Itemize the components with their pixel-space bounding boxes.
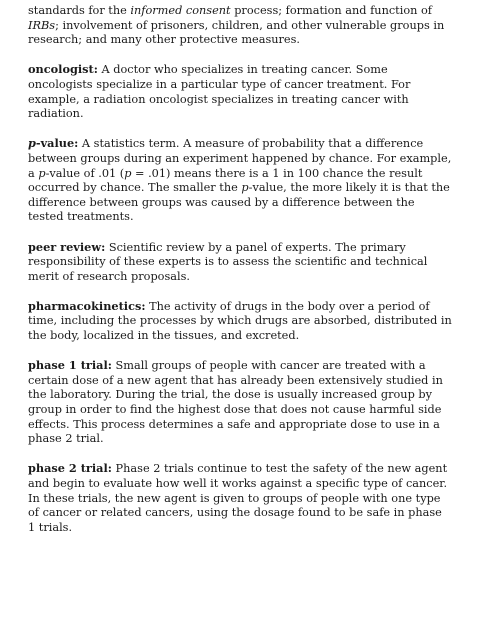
glossary-term: phase 1 trial: [28, 358, 112, 373]
glossary-term: -value: [35, 136, 79, 151]
glossary-term: pharmacokinetics: [28, 298, 146, 313]
intro-text-1: standards for the [28, 4, 131, 17]
glossary-term: oncologist: [28, 62, 98, 77]
glossary-definition-part: = .01) means there is a 1 in 100 chance the result occurred by chance. The smaller the [28, 166, 423, 195]
glossary-definition: The activity of drugs in the body over a period of time, including the processes by which drugs are absorbed, distributed in the body, localized in the tissues, and excreted. [28, 299, 452, 343]
glossary-definition: Scientific review by a panel of experts. The primary responsibility of these experts is to assess the scientific and technical merit of research proposals. [28, 240, 428, 283]
glossary-definition-part: A statistics term. A measure of probability that a difference between groups during an experiment happened by chance. For example, a [28, 137, 452, 180]
glossary-term-italic: p [28, 136, 36, 151]
glossary-definition-italic: p [241, 181, 249, 195]
intro-text-3: ; involvement of prisoners, children, and other vulnerable groups in research; and many other protective measures. [28, 18, 445, 47]
glossary-definition: A doctor who specializes in treating cancer. Some oncologists specialize in a particular type of cancer treatment. For example, a radiation oncologist specializes in treating cancer with radiation. [28, 63, 411, 121]
glossary-definition-part: -value, the more likely it is that the difference between groups was caused by a difference between the tested treatments. [28, 181, 450, 224]
intro-paragraph [28, 4, 452, 48]
glossary-term: phase 2 trial: [28, 461, 112, 476]
glossary-definition: Small groups of people with cancer are treated with a certain dose of a new agent that has already been extensively studied in the laboratory. During the trial, the dose is usually increased group by group in order to find the highest dose that does not cause harmful side effects. This process determines a safe and appropriate dose to use in a phase 2 trial. [28, 359, 443, 446]
glossary-definition-italic: p [124, 166, 132, 180]
glossary-entry-peer-review [28, 240, 452, 285]
glossary-definition-part: -value of .01 ( [45, 166, 125, 180]
glossary-entry-phase-1-trial [28, 358, 452, 447]
glossary-definition: Phase 2 trials continue to test the safety of the new agent and begin to evaluate how well it works against a specific type of cancer. In these trials, the new agent is given to groups of people with one type of cancer or related cancers, using the dosage found to be safe in phase 1 trials. [28, 462, 448, 534]
intro-italic-informed-consent: informed consent [130, 4, 231, 17]
intro-italic-irbs: IRBs [28, 18, 56, 32]
glossary-definition-italic: p [38, 166, 46, 180]
glossary-entry-pharmacokinetics [28, 299, 452, 344]
intro-text-2: process; formation and function of [230, 4, 432, 17]
glossary-entry-oncologist [28, 62, 452, 121]
glossary-term: peer review: [28, 239, 106, 254]
glossary-entry-phase-2-trial [28, 461, 452, 535]
glossary-entry-p-value [28, 136, 452, 225]
